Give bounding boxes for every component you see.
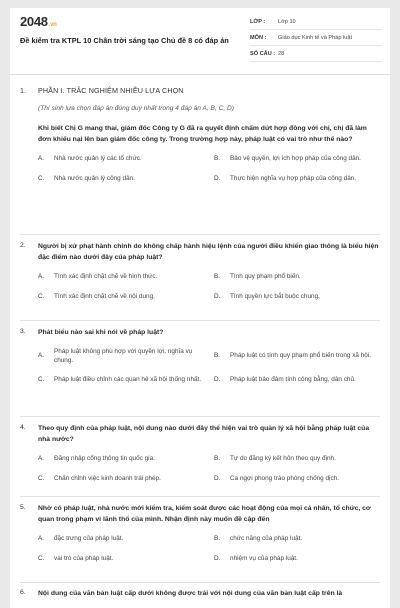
option-list: [20, 533, 380, 565]
option-letter: C.: [38, 475, 45, 483]
option-letter: A.: [38, 352, 45, 360]
option-text: Đăng nhập cổng thông tin quốc gia.: [54, 455, 155, 463]
option-letter: B.: [214, 455, 221, 463]
option-letter: B.: [214, 535, 221, 543]
option-letter: C.: [38, 175, 45, 183]
option-a[interactable]: [38, 153, 204, 165]
option-text: Pháp luật điều chỉnh các quan hệ xã hội thống nhất.: [54, 375, 202, 383]
question-stem: Theo quy định của pháp luật, nội dung nào dưới đây thể hiện vai trò quản lý xã hội bằng pháp luật của nhà nước?: [38, 425, 370, 443]
option-d[interactable]: [214, 173, 380, 185]
question-3: [20, 328, 380, 386]
option-b[interactable]: [214, 153, 380, 165]
logo-suffix: .vn: [48, 22, 57, 28]
option-b[interactable]: [214, 453, 380, 465]
question-stem: Nhờ có pháp luật, nhà nước mới kiểm tra, kiểm soát được các hoạt động của mọi cá nhân, tổ chức, cơ quan trong phạm vi lãnh thổ của mình. Nhận định này muốn đề cập đến: [38, 505, 371, 523]
option-c[interactable]: [38, 291, 204, 303]
option-letter: D.: [214, 475, 221, 483]
exam-page: [10, 8, 390, 608]
meta-value: 28: [278, 50, 285, 57]
page-header: [10, 8, 390, 75]
option-a[interactable]: [38, 271, 204, 283]
question-2: [20, 242, 380, 303]
option-text: Ca ngợi phong trào phòng chống dịch.: [230, 475, 340, 483]
question-stem: Phát biểu nào sai khi nói về pháp luật?: [38, 329, 164, 336]
question-stem: Khi biết Chị G mang thai, giám đốc Công ty G đã ra quyết định chấm dứt hợp đồng với chị, chị đã làm đơn khiếu nại lên ban giám đốc công ty. Trong trường hợp này, pháp luật có vai trò như thế nào?: [38, 125, 367, 143]
option-letter: D.: [214, 293, 221, 301]
option-letter: A.: [38, 155, 45, 163]
option-b[interactable]: [214, 347, 380, 366]
section-instruction: (Thí sinh lựa chọn đáp án đúng duy nhất trong 4 đáp án A, B, C, D): [38, 105, 235, 112]
question-1: [20, 86, 380, 185]
option-letter: B.: [214, 273, 221, 281]
option-d[interactable]: [214, 374, 380, 386]
option-text: đặc trưng của pháp luật.: [54, 535, 124, 543]
option-text: Thực hiện nghĩa vụ hợp pháp của công dân.: [230, 175, 357, 183]
option-letter: B.: [214, 352, 221, 360]
option-c[interactable]: [38, 374, 204, 386]
option-text: Tính xác định chặt chẽ về nội dung.: [54, 293, 155, 301]
question-number: 3.: [20, 328, 26, 335]
meta-label: MÔN :: [250, 34, 267, 41]
section-title-text: PHẦN I. TRẮC NGHIỆM NHIỀU LỰA CHỌN: [38, 86, 184, 95]
option-text: Nhà nước quản lý các tổ chức.: [54, 155, 142, 163]
meta-label: LỚP :: [250, 18, 266, 25]
meta-row-count: [250, 46, 382, 62]
option-text: Tính quy phạm phổ biến.: [230, 273, 301, 281]
option-text: Pháp luật bảo đảm tính công bằng, dân chủ.: [230, 375, 356, 383]
option-b[interactable]: [214, 271, 380, 283]
option-c[interactable]: [38, 173, 204, 185]
question-stem: Nội dung của văn bản luật cấp dưới không được trái với nội dung của văn bản luật cấp trên là: [38, 590, 343, 597]
option-a[interactable]: [38, 347, 204, 366]
option-letter: D.: [214, 375, 221, 383]
option-text: Nhà nước quản lý công dân.: [54, 175, 135, 183]
option-a[interactable]: [38, 533, 204, 545]
option-b[interactable]: [214, 533, 380, 545]
option-text: Pháp luật có tính quy phạm phổ biến trong xã hội.: [230, 352, 372, 360]
question-number: 2.: [20, 242, 26, 249]
option-d[interactable]: [214, 473, 380, 485]
meta-label: SỐ CÂU :: [250, 50, 276, 57]
option-d[interactable]: [214, 553, 380, 565]
option-list: [20, 453, 380, 485]
option-letter: C.: [38, 555, 45, 563]
option-list: [20, 271, 380, 303]
option-letter: B.: [214, 155, 221, 163]
question-divider: [20, 320, 380, 321]
option-text: Pháp luật không phù hợp với quyền lợi, nghĩa vụ chung.: [54, 347, 193, 364]
option-list: [20, 347, 380, 386]
option-letter: C.: [38, 375, 45, 383]
question-divider: [20, 416, 380, 417]
exam-meta: [250, 14, 382, 62]
option-text: Chấn chỉnh việc kinh doanh trái phép.: [54, 475, 161, 483]
option-text: Bảo vệ quyền, lợi ích hợp pháp của công dân.: [230, 155, 361, 163]
question-4: [20, 424, 380, 485]
question-divider: [20, 582, 380, 583]
option-letter: C.: [38, 293, 45, 301]
question-divider: [20, 234, 380, 235]
option-a[interactable]: [38, 453, 204, 465]
meta-row-subject: [250, 30, 382, 46]
option-text: vai trò của pháp luật.: [54, 555, 114, 563]
option-list: [20, 153, 380, 185]
site-logo[interactable]: [20, 14, 57, 29]
question-5: [20, 504, 380, 565]
page-title: Đề kiểm tra KTPL 10 Chân trời sáng tạo Chủ đề 8 có đáp án: [20, 36, 229, 45]
question-6: [20, 589, 380, 600]
question-divider: [20, 496, 380, 497]
option-text: Tính xác định chặt chẽ về hình thức.: [54, 273, 158, 281]
meta-row-class: [250, 14, 382, 30]
question-number: 4.: [20, 424, 26, 431]
option-c[interactable]: [38, 473, 204, 485]
option-c[interactable]: [38, 553, 204, 565]
logo-text: 2048: [20, 14, 48, 29]
option-text: nhiệm vụ của pháp luật.: [230, 555, 298, 563]
option-letter: A.: [38, 455, 45, 463]
question-number: 6.: [20, 589, 26, 596]
question-stem: Người bị xử phạt hành chính do không chấp hành hiệu lệnh của người điều khiển giao thông là biểu hiện đặc điểm nào dưới đây của pháp luật?: [38, 243, 379, 261]
section-title: [20, 86, 380, 95]
option-text: Tính quyền lực bắt buộc chung.: [230, 293, 320, 301]
option-letter: A.: [38, 273, 45, 281]
option-letter: D.: [214, 175, 221, 183]
option-letter: A.: [38, 535, 45, 543]
option-text: Tự do đăng ký kết hôn theo quy định.: [230, 455, 336, 463]
option-d[interactable]: [214, 291, 380, 303]
meta-value: Lớp 10: [278, 18, 296, 25]
question-number: 1.: [20, 86, 27, 95]
option-text: chức năng của pháp luật.: [230, 535, 303, 543]
question-number: 5.: [20, 504, 26, 511]
meta-value: Giáo dục Kinh tế và Pháp luật: [278, 34, 353, 41]
option-letter: D.: [214, 555, 221, 563]
